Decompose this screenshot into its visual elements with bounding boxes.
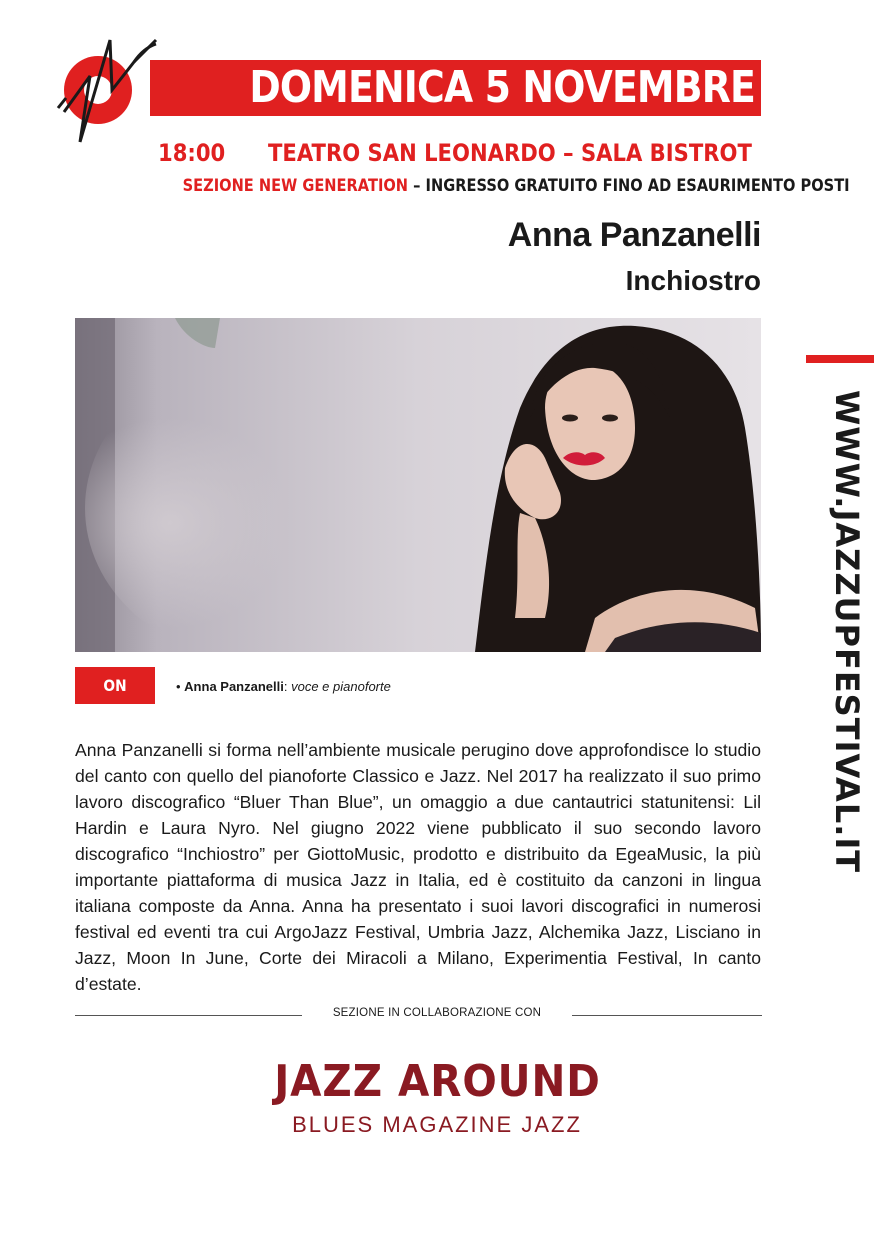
event-time: 18:00 [158, 139, 226, 167]
partner-name: JAZZ AROUND [273, 1056, 601, 1107]
performer-name: Anna Panzanelli [184, 679, 284, 694]
event-venue: TEATRO SAN LEONARDO – SALA BISTROT [268, 139, 753, 167]
website-url[interactable]: WWW.JAZZUPFESTIVAL.IT [828, 390, 866, 874]
partner-subtitle: BLUES MAGAZINE JAZZ [292, 1112, 582, 1137]
section-row [74, 176, 850, 202]
performer-role: voce e pianoforte [291, 679, 391, 694]
artist-photo [75, 318, 761, 652]
artist-bio: Anna Panzanelli si forma nell’ambiente musicale perugino dove approfondisce lo studio del canto con quello del pianoforte Classico e Jazz. Nel 2017 ha realizzato il suo primo lavoro discografico “Bluer Than Blue”, un omaggio a due cantautrici statunitensi: Lil Hardin e Laura Nyro. Nel giugno 2022 viene pubblicato il suo secondo lavoro discografico “Inchiostro” per GiottoMusic, prodotto e distribuito da EgeaMusic, la più importante piattaforma di musica Jazz in Italia, ed è costituito da canzoni in lingua italiana composte da Anna. Anna ha presentato i suoi lavori discografici in numerosi festival ed eventi tra cui ArgoJazz Festival, Umbria Jazz, Alchemika Jazz, Lisciano in Jazz, Moon In June, Corte dei Miracoli a Milano, Experimentia Festival, In canto d’estate. [75, 740, 761, 994]
album-title: Inchiostro [625, 265, 761, 296]
section-note: – INGRESSO GRATUITO FINO AD ESAURIMENTO POSTI [408, 176, 850, 196]
collaboration-label: SEZIONE IN COLLABORAZIONE CON [332, 1007, 542, 1019]
on-stage-label: ON STAGE [90, 676, 140, 732]
section-name: SEZIONE NEW GENERATION [182, 176, 409, 196]
side-accent-bar [806, 355, 874, 363]
festival-logo-icon [50, 20, 160, 150]
artist-name: Anna Panzanelli [507, 216, 761, 254]
partner-logo [236, 1052, 638, 1142]
on-stage-badge [75, 667, 155, 732]
event-date: DOMENICA 5 NOVEMBRE [249, 62, 755, 113]
time-venue-row [150, 136, 764, 170]
divider-right [572, 1015, 762, 1016]
divider-left [75, 1015, 302, 1016]
date-banner [150, 60, 761, 116]
performer-item: • Anna Panzanelli: voce e pianoforte [176, 679, 391, 694]
